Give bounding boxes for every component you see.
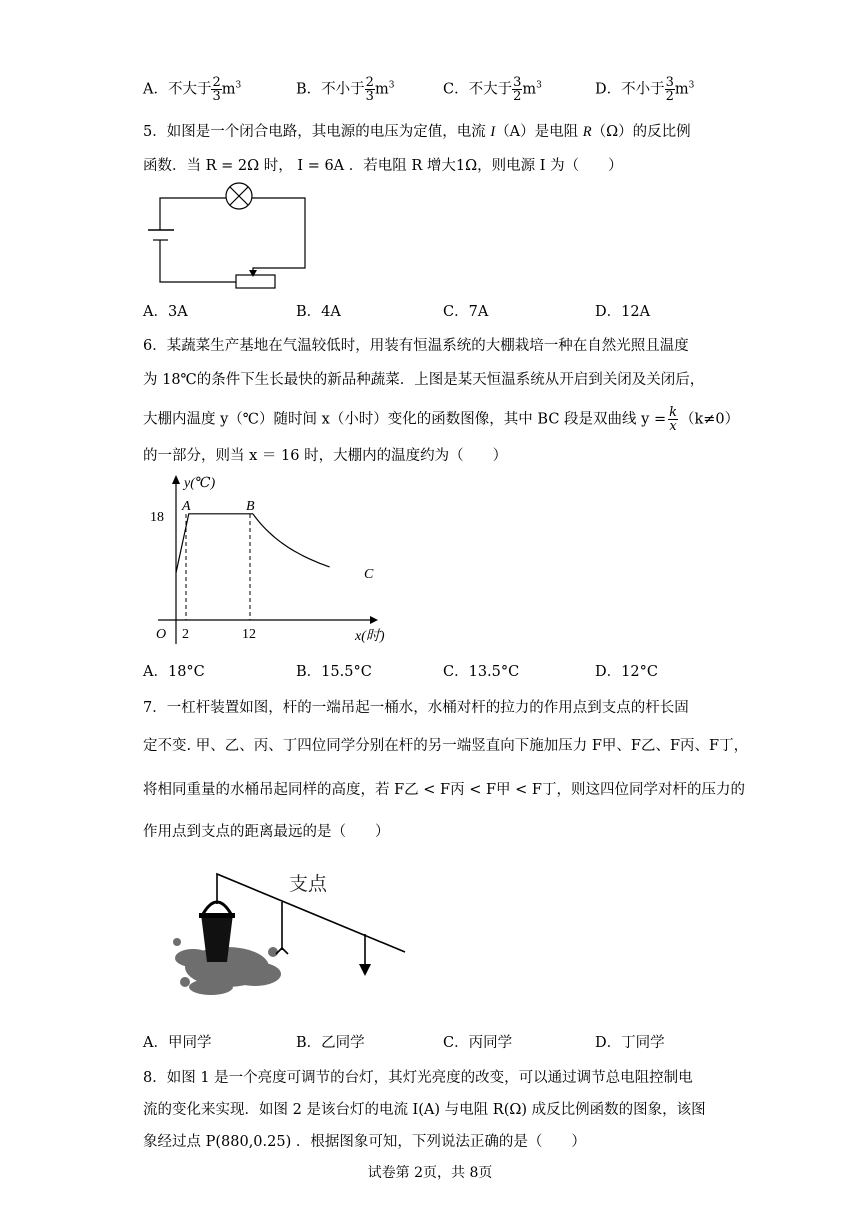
q6-stem-line4: 的一部分，则当 x ＝ 16 时，大棚内的温度约为（ ）: [143, 448, 508, 464]
q6-stem-line1: 6．某蔬菜生产基地在气温较低时，用装有恒温系统的大棚栽培一种在自然光照且温度: [143, 338, 689, 354]
q6-option-a: A．18°C: [143, 664, 205, 680]
q5-option-a: A．3A: [143, 304, 188, 320]
arrow-down-icon: [359, 964, 371, 976]
q4-option-d: D．不小于 $\frac{3}{2}$ $m^3$: [595, 75, 695, 104]
y-tick-18: 18: [150, 510, 164, 525]
q4-option-b: B．不小于 $\frac{2}{3}$ $m^3$: [296, 75, 395, 104]
point-b-label: B: [246, 499, 255, 514]
x-tick-2: 2: [182, 627, 189, 642]
q6-option-d: D．12°C: [595, 664, 658, 680]
q7-stem-line1: 7．一杠杆装置如图，杆的一端吊起一桶水，水桶对杆的拉力的作用点到支点的杆长固: [143, 700, 689, 716]
lever-diagram: [165, 862, 415, 1002]
q7-stem-line3: 将相同重量的水桶吊起同样的高度，若 F乙 < F丙 < F甲 < F丁，则这四位同学对杆的压力的: [143, 782, 745, 798]
point-a-label: A: [182, 499, 191, 514]
q8-stem-line3: 象经过点 P(880,0.25) ．根据图象可知，下列说法正确的是（ ）: [143, 1134, 586, 1150]
x-axis-label: x(时): [355, 629, 385, 644]
q8-stem-line1: 8．如图 1 是一个亮度可调节的台灯，其灯光亮度的改变，可以通过调节总电阻控制电: [143, 1070, 693, 1086]
q6-option-c: C．13.5°C: [443, 664, 520, 680]
page-footer: 试卷第 2页，共 8页: [367, 1165, 493, 1181]
q6-option-b: B．15.5°C: [296, 664, 372, 680]
q5-option-b: B．4A: [296, 304, 341, 320]
origin-label: O: [156, 627, 167, 642]
q5-option-d: D．12A: [595, 304, 651, 320]
q7-stem-line2: 定不变. 甲、乙、丙、丁四位同学分别在杆的另一端竖直向下施加压力 F甲、F乙、F丙、F丁，: [143, 738, 749, 754]
fulcrum-label: 支点: [289, 874, 328, 895]
q5-option-c: C．7A: [443, 304, 489, 320]
q7-option-d: D．丁同学: [595, 1035, 665, 1051]
q7-option-b: B．乙同学: [296, 1035, 365, 1051]
q5-stem-line1: 5．如图是一个闭合电路，其电源的电压为定值，电流 I（A）是电阻 R（Ω）的反比例: [143, 124, 691, 140]
q7-option-a: A．甲同学: [143, 1035, 212, 1051]
point-c-label: C: [364, 567, 374, 582]
q4-option-a: A．不大于 $\frac{2}{3}$ $m^3$: [143, 75, 242, 104]
temperature-graph: [148, 472, 398, 650]
x-tick-12: 12: [242, 627, 256, 642]
q6-stem-line2: 为 18℃的条件下生长最快的新品种蔬菜．上图是某天恒温系统从开启到关闭及关闭后，: [143, 372, 705, 388]
graph-curve: [176, 514, 330, 573]
q4-option-c: C．不大于 $\frac{3}{2}$ $m^3$: [443, 75, 542, 104]
q8-stem-line2: 流的变化来实现．如图 2 是该台灯的电流 I(A) 与电阻 R(Ω) 成反比例函数的图象，该图: [143, 1102, 706, 1118]
q6-stem-line3: 大棚内温度 y（℃）随时间 x（小时）变化的函数图像，其中 BC 段是双曲线 y = $\frac{k}{x}$ （k≠0）: [143, 405, 740, 434]
q7-option-c: C．丙同学: [443, 1035, 513, 1051]
circuit-diagram: [148, 178, 313, 290]
y-axis-label: y(℃): [184, 476, 216, 491]
q7-stem-line4: 作用点到支点的距离最远的是（ ）: [143, 824, 390, 840]
q5-stem-line2: 函数．当 R = 2Ω 时， I = 6A ．若电阻 R 增大1Ω，则电源 I 为（ ）: [143, 158, 623, 174]
